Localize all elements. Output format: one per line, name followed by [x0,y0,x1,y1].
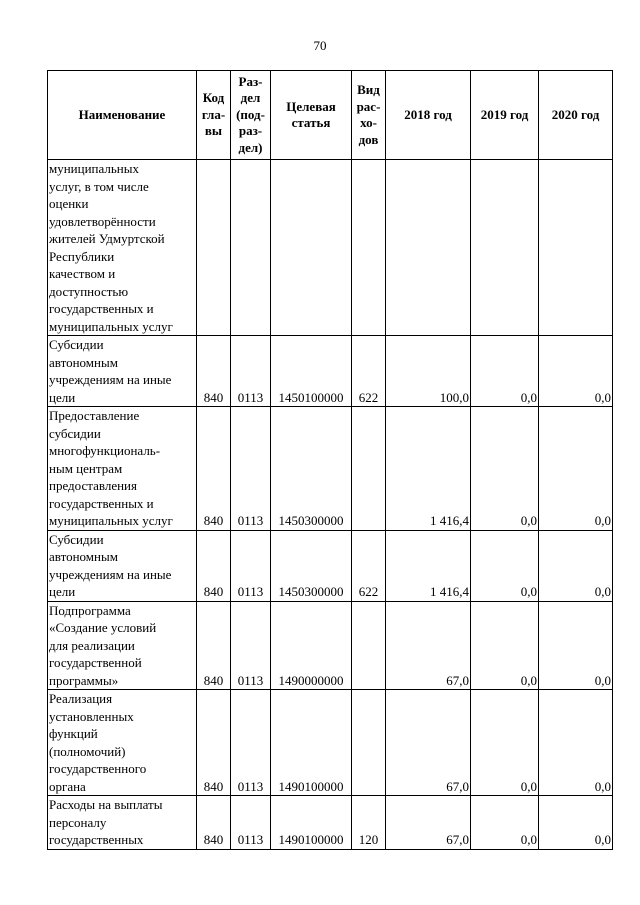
row-2018 [386,160,471,336]
row-type [352,690,386,796]
header-section: Раз- дел (под- раз- дел) [231,71,271,160]
table-row [48,336,613,407]
row-name: Предоставление субсидии многофункциональ- ным центрам предоставления государственных и муниципальных услуг [48,407,197,531]
table-row [48,407,613,531]
row-2018: 1 416,4 [386,530,471,601]
row-section: 0113 [231,690,271,796]
row-2018: 67,0 [386,690,471,796]
row-code: 840 [197,690,231,796]
row-2020: 0,0 [539,601,613,690]
row-2019: 0,0 [471,407,539,531]
row-target [271,160,352,336]
row-section: 0113 [231,601,271,690]
row-type: 622 [352,336,386,407]
row-target: 1450300000 [271,407,352,531]
row-type: 120 [352,796,386,850]
row-2019: 0,0 [471,690,539,796]
row-2020 [539,160,613,336]
row-2020: 0,0 [539,530,613,601]
row-target: 1450100000 [271,336,352,407]
row-2020: 0,0 [539,336,613,407]
table-row [48,530,613,601]
row-2018: 67,0 [386,601,471,690]
row-name: Расходы на выплаты персоналу государственных [48,796,197,850]
row-type [352,160,386,336]
row-2019: 0,0 [471,336,539,407]
row-type [352,601,386,690]
header-code: Код гла- вы [197,71,231,160]
table-row [48,796,613,850]
row-name: Подпрограмма «Создание условий для реализации государственной программы» [48,601,197,690]
row-section: 0113 [231,796,271,850]
header-type: Вид рас- хо- дов [352,71,386,160]
row-code: 840 [197,336,231,407]
header-2020: 2020 год [539,71,613,160]
row-section [231,160,271,336]
row-code: 840 [197,796,231,850]
row-2019: 0,0 [471,796,539,850]
row-section: 0113 [231,407,271,531]
row-2018: 100,0 [386,336,471,407]
row-target: 1450300000 [271,530,352,601]
row-2020: 0,0 [539,796,613,850]
row-section: 0113 [231,336,271,407]
table-row [48,690,613,796]
row-2018: 1 416,4 [386,407,471,531]
table-row [48,601,613,690]
header-target: Целевая статья [271,71,352,160]
row-section: 0113 [231,530,271,601]
row-target: 1490100000 [271,690,352,796]
row-type: 622 [352,530,386,601]
row-target: 1490000000 [271,601,352,690]
row-2018: 67,0 [386,796,471,850]
table-body [48,160,613,850]
header-2019: 2019 год [471,71,539,160]
row-type [352,407,386,531]
row-code [197,160,231,336]
header-name: Наименование [48,71,197,160]
row-target: 1490100000 [271,796,352,850]
row-2019: 0,0 [471,601,539,690]
row-name: Субсидии автономным учреждениям на иные цели [48,530,197,601]
table-row [48,160,613,336]
budget-table [47,70,613,850]
page-number: 70 [313,38,327,53]
table-header [48,71,613,160]
row-name: муниципальных услуг, в том числе оценки удовлетворённости жителей Удмуртской Республики качеством и доступностью государственных и муниципальных услуг [48,160,197,336]
row-2019: 0,0 [471,530,539,601]
row-code: 840 [197,530,231,601]
row-2020: 0,0 [539,690,613,796]
row-2020: 0,0 [539,407,613,531]
row-code: 840 [197,407,231,531]
row-2019 [471,160,539,336]
header-2018: 2018 год [386,71,471,160]
row-name: Реализация установленных функций (полномочий) государственного органа [48,690,197,796]
row-code: 840 [197,601,231,690]
row-name: Субсидии автономным учреждениям на иные цели [48,336,197,407]
